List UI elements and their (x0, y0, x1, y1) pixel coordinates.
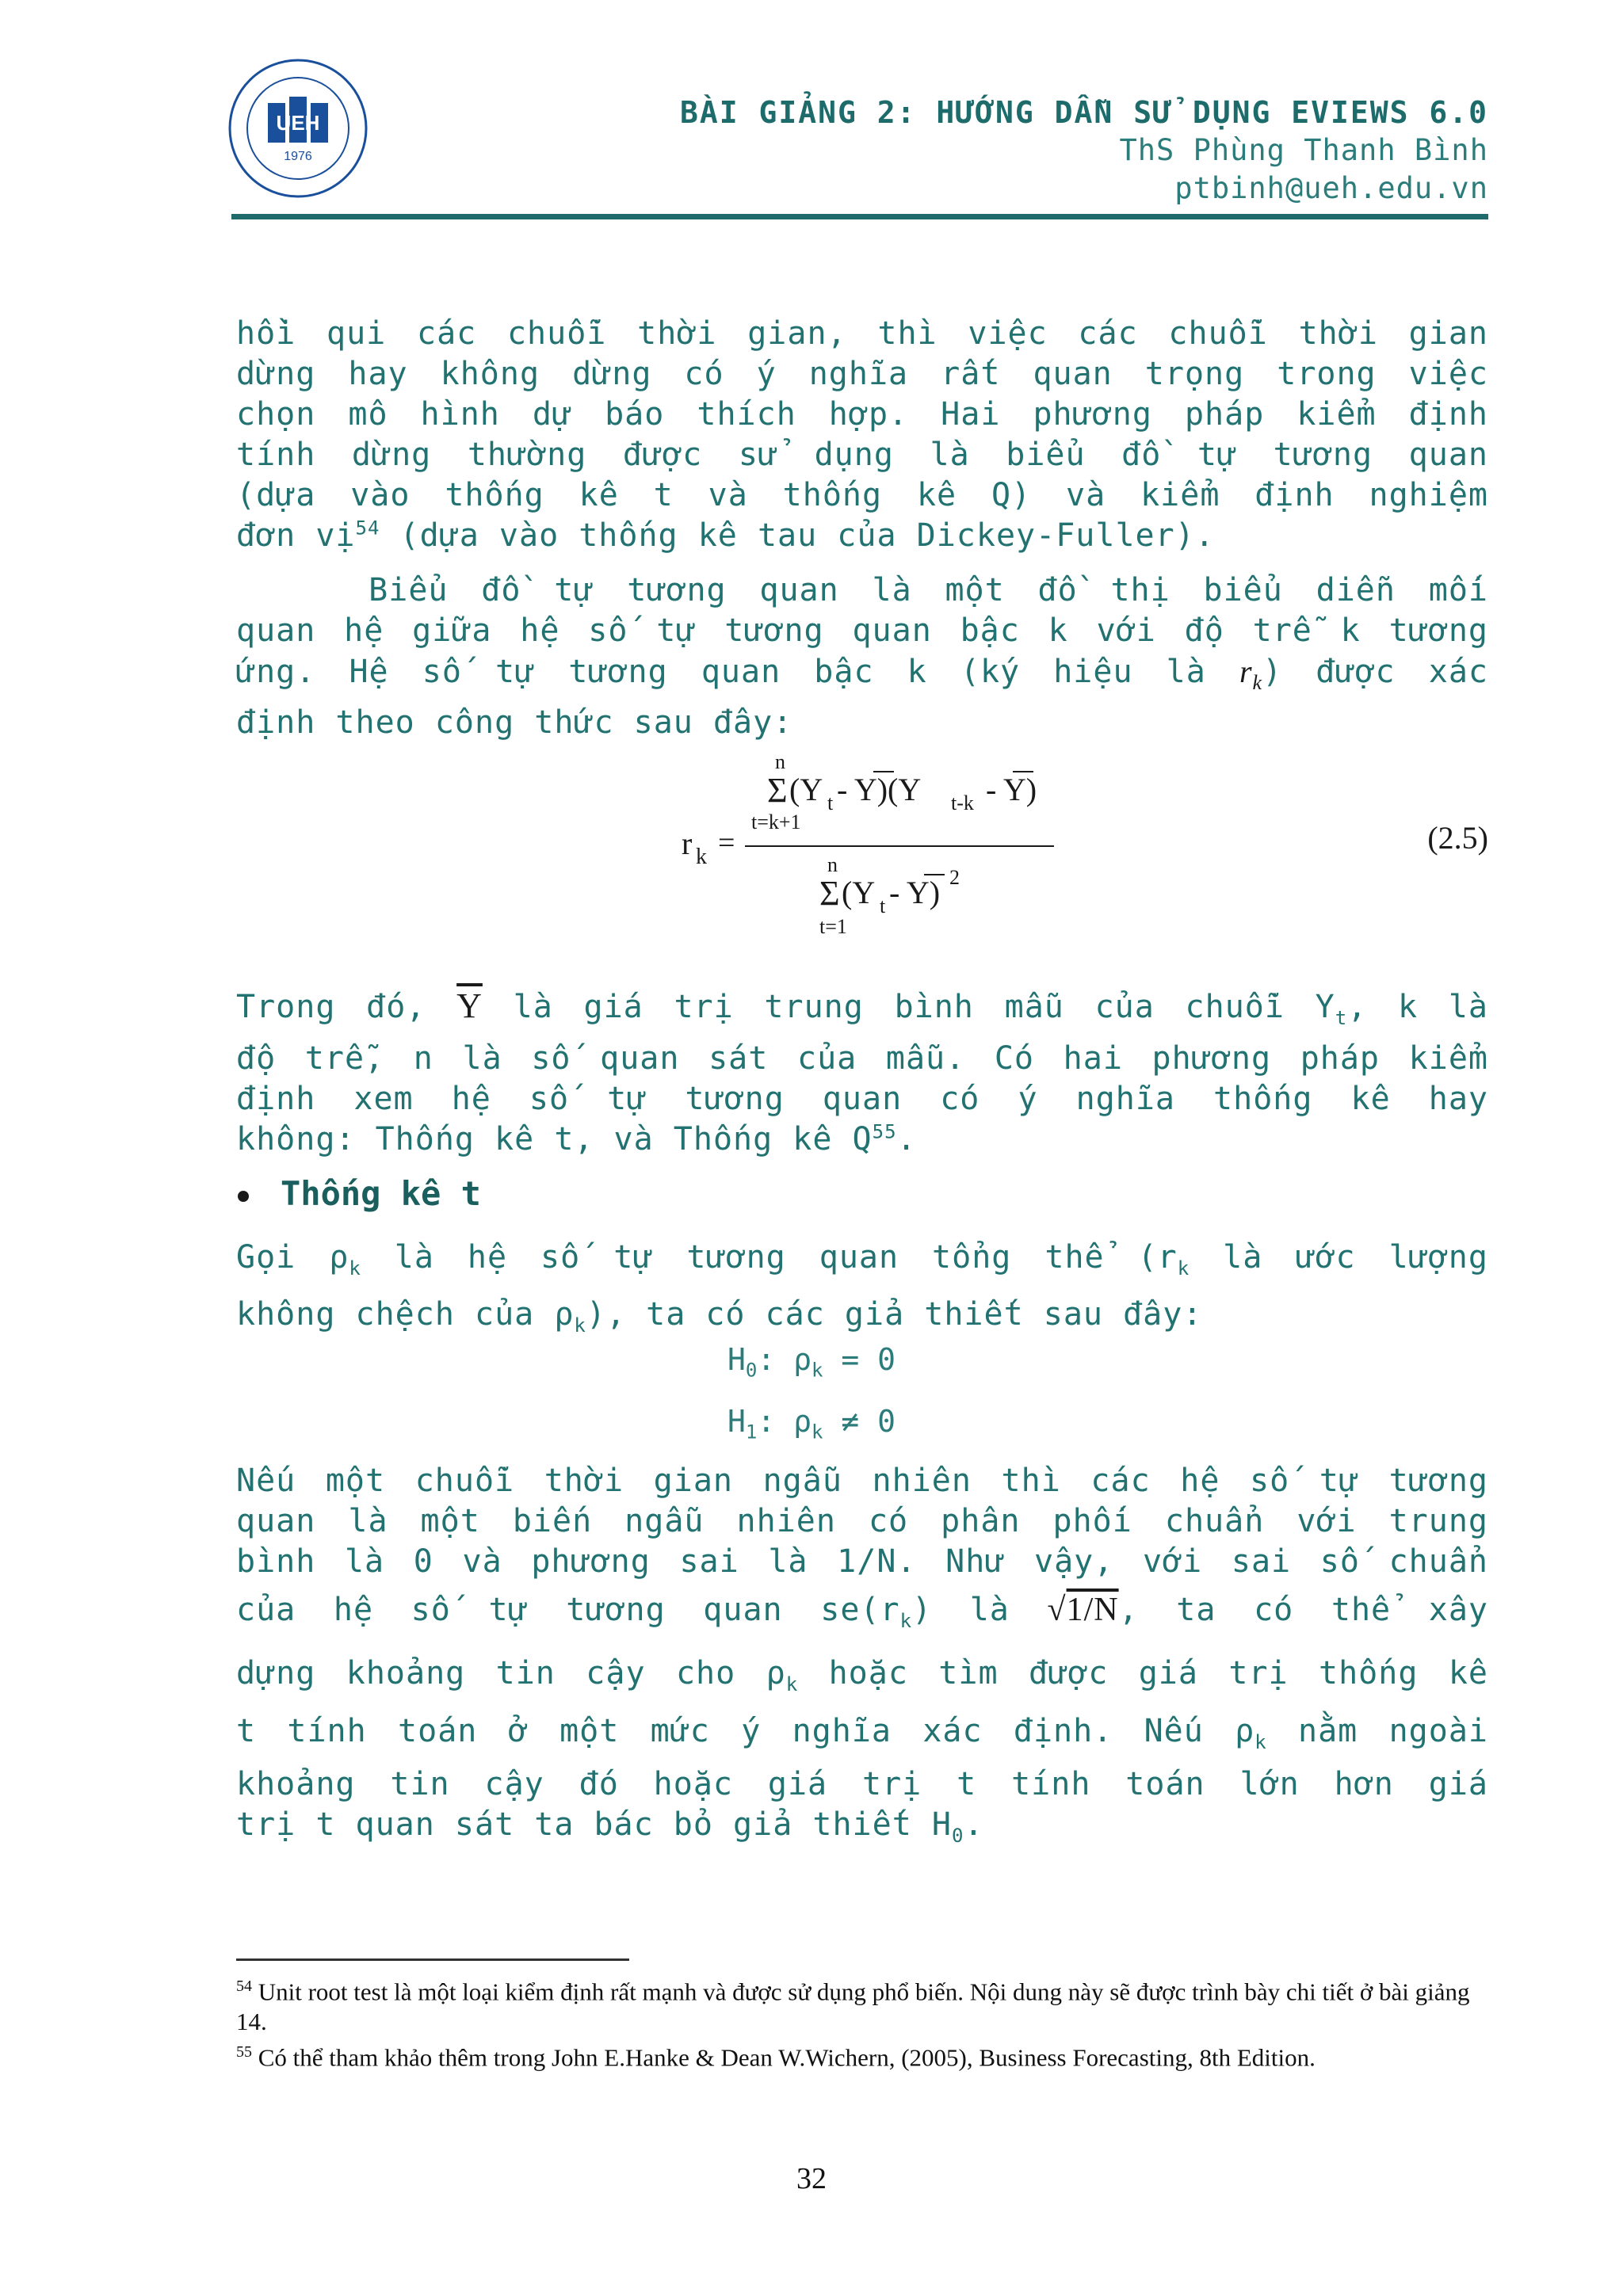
text-line: bình là 0 và phương sai là 1/N. Như vậy, với sai số chuẩn (236, 1543, 1488, 1580)
text-run: không: Thống kê t, và Thống kê Q (236, 1121, 873, 1158)
text-line (236, 1582, 1488, 1649)
text-run: ≠ 0 (823, 1404, 896, 1439)
text-line (236, 986, 1488, 1039)
footnote-text: Có thể tham khảo thêm trong John E.Hanke & Dean W.Wichern, (2005), Business Forecasting, 8th Edition. (252, 2043, 1316, 2072)
subscript: k (349, 1257, 361, 1280)
subscript: 0 (745, 1359, 758, 1382)
text-run: : ρ (757, 1404, 812, 1439)
formula-lhs-sub: k (696, 845, 707, 869)
footnote-55 (236, 2037, 1488, 2073)
text-run: , ta có thể xây (1118, 1592, 1488, 1628)
footnote-number: 54 (236, 1978, 252, 1995)
num-sub-tk: t-k (951, 791, 974, 814)
formula-lhs: r (682, 826, 693, 861)
text-run: là hệ số tự tương quan tổng thể (r (361, 1239, 1178, 1276)
text-line: định theo công thức sau đây: (236, 704, 793, 741)
text-line (236, 1805, 1488, 1856)
subscript: k (811, 1359, 823, 1382)
autocorrelation-formula (634, 751, 1109, 941)
text-run: H (727, 1342, 746, 1377)
hypothesis-h1 (727, 1404, 896, 1444)
num-body-2: - Y)(Y (837, 772, 922, 807)
text-run: không chệch của ρ (236, 1296, 575, 1333)
sqrt-body: 1/N (1066, 1592, 1119, 1628)
text-line: độ trễ, n là số quan sát của mẫu. Có hai phương pháp kiểm (236, 1040, 1488, 1077)
sum-symbol: Σ (767, 771, 788, 810)
num-sum-bottom: t=k+1 (751, 810, 801, 833)
text-run: của hệ số tự tương quan se(r (236, 1592, 900, 1628)
author-email: ptbinh@ueh.edu.vn (1174, 171, 1488, 205)
text-line (236, 1291, 1488, 1348)
den-sum-bottom: t=1 (819, 915, 847, 938)
subscript: t (1335, 1007, 1348, 1029)
text-run: Trong đó, (236, 989, 457, 1025)
text-run: . (964, 1806, 984, 1843)
sqrt-symbol: √1/N (1047, 1592, 1119, 1628)
university-logo (227, 57, 369, 200)
text-line: Biểu đồ tự tương quan là một đồ thị biểu diễn mối (236, 572, 1488, 608)
subscript: k (785, 1673, 799, 1695)
logo-letters: UEH (276, 111, 320, 135)
text-line (236, 516, 1488, 556)
text-run: : ρ (757, 1342, 812, 1377)
text-line (236, 1234, 1488, 1291)
header-rule (231, 214, 1488, 219)
text-line (236, 1119, 1488, 1160)
equation-number: (2.5) (1427, 820, 1488, 856)
text-run: , k là (1347, 989, 1488, 1025)
paragraph-3 (236, 986, 1488, 1160)
text-run: ứng. Hệ số tự tương quan bậc k (ký hiệu là (236, 654, 1239, 690)
text-run: ) được xác (1262, 654, 1488, 690)
text-run: ), ta có các giả thiết sau đây: (586, 1296, 1203, 1333)
text-run: (dựa vào thống kê tau của Dickey-Fuller). (380, 517, 1215, 554)
den-power: 2 (949, 866, 960, 889)
text-line: khoảng tin cậy đó hoặc giá trị t tính toán lớn hơn giá (236, 1766, 1488, 1802)
num-sub-t: t (827, 791, 834, 814)
den-sub-t: t (880, 894, 886, 917)
heading-text: Thống kê t (281, 1174, 481, 1213)
subscript: k (1252, 671, 1263, 694)
den-body-1: (Y (842, 875, 876, 910)
subscript: k (574, 1314, 586, 1337)
equals-sign: = (718, 826, 735, 860)
author-name: ThS Phùng Thanh Bình (1119, 133, 1488, 167)
den-body-2: - Y) (889, 875, 941, 910)
num-body-3: - Y) (986, 772, 1037, 807)
lecture-title: BÀI GIẢNG 2: HƯỚNG DẪN SỬ DỤNG EVIEWS 6.0 (680, 95, 1488, 130)
paragraph-5 (236, 1461, 1488, 1856)
text-line: chọn mô hình dự báo thích hợp. Hai phương pháp kiểm định (236, 396, 1488, 433)
text-run: dựng khoảng tin cậy cho ρ (236, 1655, 786, 1691)
footnote-number: 55 (236, 2043, 252, 2061)
num-body-1: (Y (789, 772, 823, 807)
footnote-54 (236, 1971, 1488, 2037)
num-sum-top: n (775, 751, 785, 773)
sum-symbol: Σ (819, 874, 840, 913)
paragraph-4 (236, 1234, 1488, 1348)
footnote-ref-55: 55 (872, 1120, 897, 1143)
text-run: trị t quan sát ta bác bỏ giả thiết H (236, 1806, 952, 1843)
text-run: t tính toán ở một mức ý nghĩa xác định. Nếu ρ (236, 1713, 1255, 1749)
text-run: Gọi ρ (236, 1239, 349, 1276)
footnote-ref-54: 54 (355, 517, 380, 540)
text-run: nằm ngoài (1266, 1713, 1488, 1749)
text-run: đơn vị (236, 517, 356, 554)
text-line: (dựa vào thống kê t và thống kê Q) và kiểm định nghiệm (236, 477, 1488, 513)
text-line: quan hệ giữa hệ số tự tương quan bậc k với độ trễ k tương (236, 612, 1488, 649)
text-run: H (727, 1404, 746, 1439)
subscript: k (1254, 1731, 1267, 1753)
text-run: là ước lượng (1190, 1239, 1488, 1276)
text-line (236, 1709, 1488, 1764)
text-run: . (896, 1121, 917, 1158)
paragraph-2 (236, 570, 1488, 743)
text-line: định xem hệ số tự tương quan có ý nghĩa thống kê hay (236, 1081, 1488, 1117)
section-heading (238, 1174, 481, 1213)
hypothesis-h0 (727, 1342, 896, 1382)
text-line: quan là một biến ngẫu nhiên có phân phối chuẩn với trung (236, 1503, 1488, 1539)
text-line: dừng hay không dừng có ý nghĩa rất quan trọng trong việc (236, 356, 1488, 392)
bullet-icon (238, 1191, 249, 1202)
den-sum-top: n (827, 853, 838, 876)
text-run: là giá trị trung bình mẫu của chuỗi Y (482, 989, 1335, 1025)
ybar-symbol: $\overline{Y}$ (456, 986, 483, 1025)
subscript: 1 (745, 1421, 758, 1444)
text-line (236, 1649, 1488, 1709)
paragraph-1 (236, 314, 1488, 556)
subscript: k (811, 1421, 823, 1444)
subscript: k (899, 1610, 913, 1632)
page-number: 32 (796, 2162, 827, 2195)
subscript: k (1177, 1257, 1190, 1280)
logo-year: 1976 (284, 150, 312, 163)
text-line: Nếu một chuỗi thời gian ngẫu nhiên thì các hệ số tự tương (236, 1463, 1488, 1499)
footnote-text: Unit root test là một loại kiểm định rất mạnh và được sử dụng phổ biến. Nội dung này sẽ được trình bày chi tiết ở bài giảng 14. (236, 1978, 1470, 2036)
text-line: hồi qui các chuỗi thời gian, thì việc các chuỗi thời gian (236, 315, 1488, 352)
subscript: 0 (951, 1825, 964, 1847)
rk-symbol: r (1239, 654, 1253, 689)
text-run: = 0 (823, 1342, 896, 1377)
text-run: hoặc tìm được giá trị thống kê (798, 1655, 1488, 1691)
footnote-separator (236, 1958, 629, 1961)
footnotes (236, 1971, 1488, 2073)
text-line (236, 651, 1488, 703)
text-line: tính dừng thường được sử dụng là biểu đồ tự tương quan (236, 437, 1488, 473)
page-header (680, 93, 1488, 208)
text-run: ) là (912, 1592, 1048, 1628)
